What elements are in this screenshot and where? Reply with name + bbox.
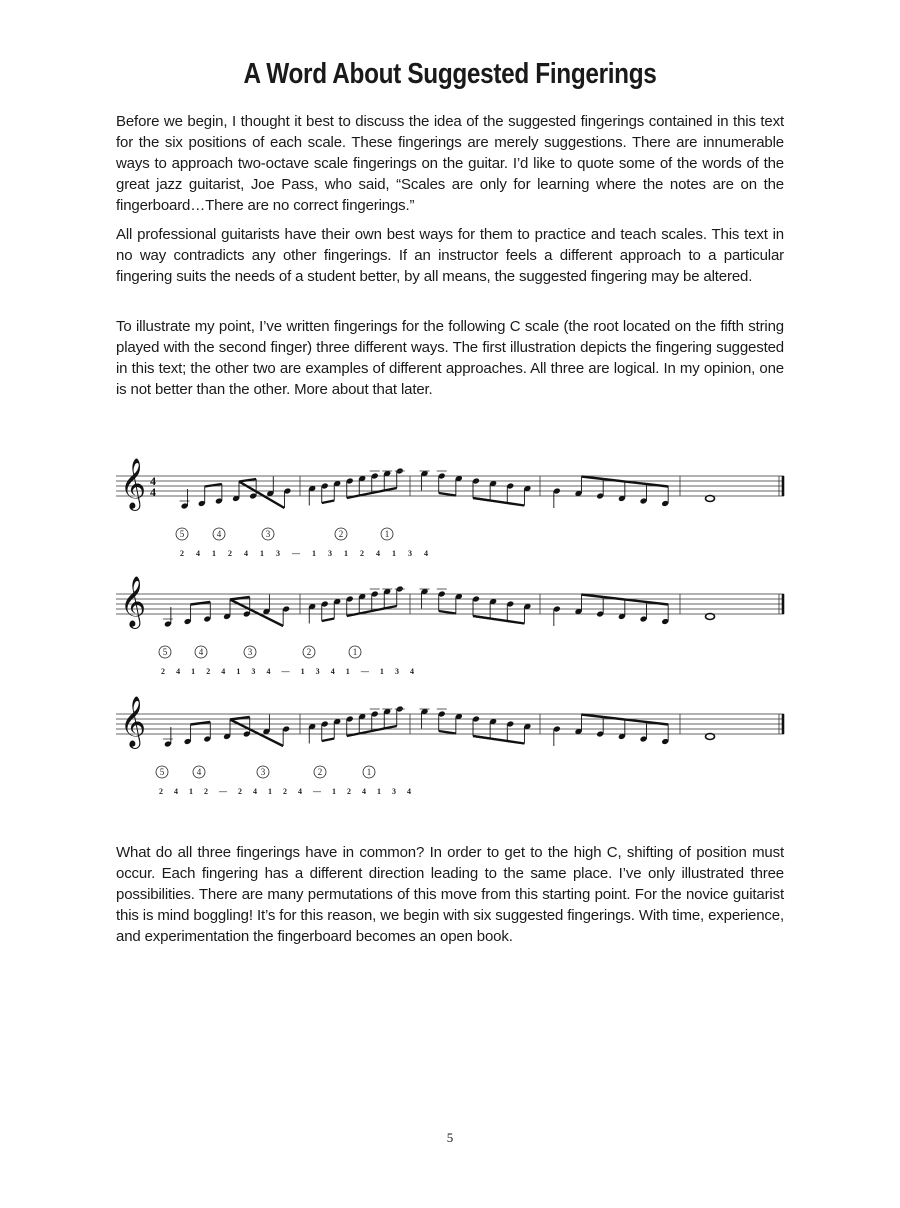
note-beam: [322, 501, 335, 504]
svg-text:3: 3: [247, 647, 253, 657]
page-title: A Word About Suggested Fingerings: [243, 58, 657, 90]
svg-text:5: 5: [159, 767, 165, 777]
note-beam: [473, 498, 524, 506]
string-marker: [335, 528, 347, 540]
treble-clef-icon: 𝄞: [120, 696, 147, 747]
note-beam: [582, 477, 604, 480]
whole-note: [706, 734, 715, 740]
note-beam: [603, 717, 668, 725]
svg-text:2: 2: [338, 529, 344, 539]
fingering-numbers: 2 4 1 2 4 1 3 — 1 3 1 2 4 1 3 4: [180, 549, 428, 558]
note-beam: [473, 736, 524, 744]
whole-note: [706, 614, 715, 620]
fingering-numbers: 2 4 1 2 4 1 3 4 — 1 3 4 1 — 1 3 4: [161, 667, 414, 676]
string-marker: [381, 528, 393, 540]
paragraph-illustration: To illustrate my point, I’ve written fingerings for the following C scale (the root located on the fifth string played with the second finger) three different ways. The first illustration depicts the fingering suggested in this text; the other two are examples of different approaches. All three are logical. In my opinion, one is not better than the other. More about that later.: [116, 318, 784, 398]
note-beam: [439, 611, 456, 614]
svg-text:4: 4: [198, 647, 204, 657]
note-beam: [582, 715, 604, 718]
note-beam: [439, 493, 456, 496]
string-marker: [213, 528, 225, 540]
music-staff-2: [0, 558, 900, 688]
note-beam: [473, 616, 524, 624]
note-beam: [359, 606, 397, 614]
note-beam: [603, 479, 668, 487]
note-beam: [582, 595, 604, 598]
string-marker: [159, 646, 171, 658]
note-beam: [359, 488, 397, 496]
svg-text:5: 5: [162, 647, 168, 657]
string-marker: [257, 766, 269, 778]
string-marker: [363, 766, 375, 778]
paragraph-professionals: All professional guitarists have their own best ways for them to practice and teach scales. This text in no way contradicts any other fingerings. If an instructor feels a different approach to a particular fingering suits the needs of a student better, by all means, the suggested fingering may be altered.: [116, 226, 784, 285]
note-beam: [239, 482, 284, 509]
svg-text:1: 1: [352, 647, 358, 657]
svg-text:3: 3: [265, 529, 271, 539]
treble-clef-icon: 𝄞: [120, 576, 147, 627]
svg-text:2: 2: [317, 767, 323, 777]
svg-text:1: 1: [384, 529, 390, 539]
note-beam: [439, 731, 456, 734]
string-marker: [195, 646, 207, 658]
note-beam: [230, 600, 283, 627]
string-marker: [176, 528, 188, 540]
string-marker: [262, 528, 274, 540]
note-beam: [359, 726, 397, 734]
paragraph-intro: Before we begin, I thought it best to discuss the idea of the suggested fingerings contained in this text for the six positions of each scale. These fingerings are merely suggestions. There are innumerable ways to approach two-octave scale fingerings on the guitar. I’d like to quote some of the words of the great jazz guitarist, Joe Pass, who said, “Scales are only for learning where the notes are on the fingerboard…There are no correct fingerings.”: [116, 113, 784, 214]
paragraph-conclusion: What do all three fingerings have in common? In order to get to the high C, shifting of position must occur. Each fingering has a different direction leading to the same place. I’ve only illustrated three possibilities. There are many permutations of this move from this starting point. For the novice guitarist this is mind boggling! It’s for this reason, we begin with six suggested fingerings. With time, experience, and experimentation the fingerboard becomes an open book.: [116, 844, 784, 945]
music-staff-1: [0, 440, 900, 570]
string-marker: [314, 766, 326, 778]
svg-text:4: 4: [216, 529, 222, 539]
page-number: 5: [446, 1130, 454, 1145]
string-marker: [193, 766, 205, 778]
note-beam: [603, 597, 668, 605]
svg-text:1: 1: [366, 767, 372, 777]
note-beam: [230, 720, 283, 747]
svg-text:3: 3: [260, 767, 266, 777]
svg-text:5: 5: [179, 529, 185, 539]
fingering-numbers: 2 4 1 2 — 2 4 1 2 4 — 1 2 4 1 3 4: [159, 787, 411, 796]
time-signature-bottom: 4: [150, 485, 156, 499]
svg-text:2: 2: [306, 647, 312, 657]
note-beam: [322, 739, 335, 742]
treble-clef-icon: 𝄞: [120, 458, 147, 509]
time-signature-top: 4: [150, 474, 156, 488]
string-marker: [349, 646, 361, 658]
note-beam: [322, 619, 335, 622]
string-marker: [156, 766, 168, 778]
string-marker: [244, 646, 256, 658]
string-marker: [303, 646, 315, 658]
music-staff-3: [0, 678, 900, 808]
svg-text:4: 4: [196, 767, 202, 777]
